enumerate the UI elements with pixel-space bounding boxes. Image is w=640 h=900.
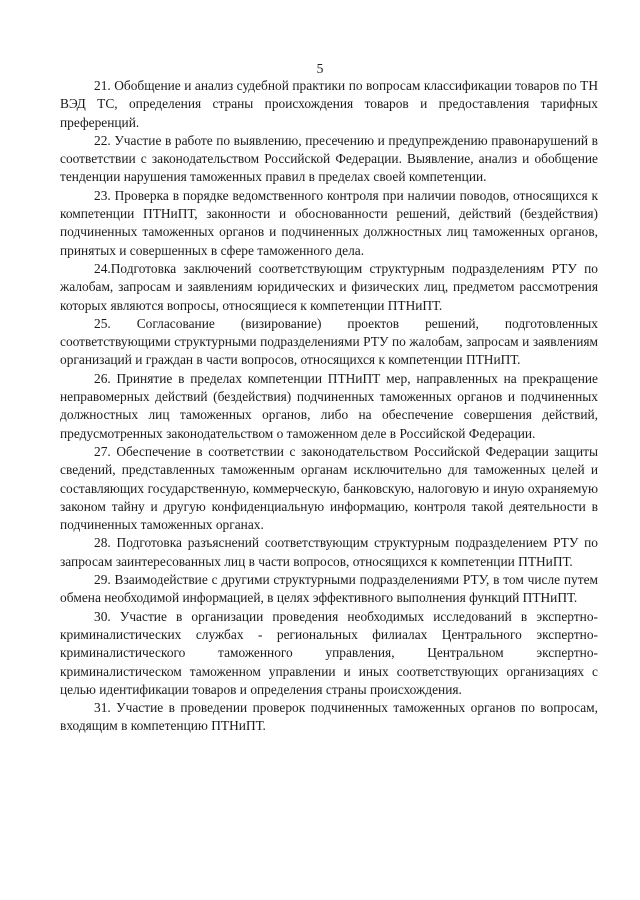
paragraph-29: 29. Взаимодействие с другими структурными подразделениями РТУ, в том числе путем обмена необходимой информацией, в целях эффективного выполнения функций ПТНиПТ. xyxy=(60,572,598,606)
paragraph-22: 22. Участие в работе по выявлению, пресечению и предупреждению правонарушений в соответствии с законодательством Российской Федерации. Выявление, анализ и обобщение тенденции нарушения таможенных правил в пределах своей компетенции. xyxy=(60,132,598,185)
paragraph-26: 26. Принятие в пределах компетенции ПТНиПТ мер, направленных на прекращение неправомерных действий (бездействия) подчиненных таможенных органов и подчиненных должностных лиц таможенных органов, либо на обеспечение совершения действий, предусмотренных законодательством о таможенном деле в Российской Федерации. xyxy=(60,370,598,441)
paragraph-21: 21. Обобщение и анализ судебной практики по вопросам классификации товаров по ТН ВЭД ТС, определения страны происхождения товаров и предоставления тарифных преференций. xyxy=(60,78,598,130)
document-body xyxy=(60,77,598,736)
paragraph-31: 31. Участие в проведении проверок подчиненных таможенных органов по вопросам, входящим в компетенцию ПТНиПТ. xyxy=(60,700,598,734)
paragraph-27: 27. Обеспечение в соответствии с законодательством Российской Федерации защиты сведений, представленных таможенным органам исключительно для таможенных целей и составляющих государственную, коммерческую, банковскую, налоговую и иную охраняемую законом тайну и другую конфиденциальную информацию, контроля такой деятельности в подчиненных таможенных органах. xyxy=(60,443,598,533)
paragraph-28: 28. Подготовка разъяснений соответствующим структурным подразделением РТУ по запросам заинтересованных лиц в части вопросов, относящихся к компетенции ПТНиПТ. xyxy=(60,535,598,569)
paragraph-23: 23. Проверка в порядке ведомственного контроля при наличии поводов, относящихся к компетенции ПТНиПТ, законности и обоснованности решений, действий (бездействия) подчиненных таможенных органов и подчиненных должностных лиц таможенных органов, принятых и совершенных в сфере таможенного дела. xyxy=(60,187,598,258)
page-number: 5 xyxy=(316,61,324,76)
paragraph-30: 30. Участие в организации проведения необходимых исследований в экспертно-криминалистических службах - региональных филиалах Центрального экспертно-криминалистического таможенного управления, Центральном экспертно-криминалистическом таможенном управлении и иных соответствующих организациях с целью идентификации товаров и определения страны происхождения. xyxy=(60,608,598,697)
paragraph-25: 25. Согласование (визирование) проектов решений, подготовленных соответствующими структурными подразделениями РТУ по жалобам, запросам и заявлениям организаций и граждан в части вопросов, относящихся к компетенции ПТНиПТ. xyxy=(60,315,598,368)
paragraph-24: 24.Подготовка заключений соответствующим структурным подразделениям РТУ по жалобам, запросам и заявлениям юридических и физических лиц, предметом рассмотрения которых являются вопросы, относящиеся к компетенции ПТНиПТ. xyxy=(60,260,598,313)
